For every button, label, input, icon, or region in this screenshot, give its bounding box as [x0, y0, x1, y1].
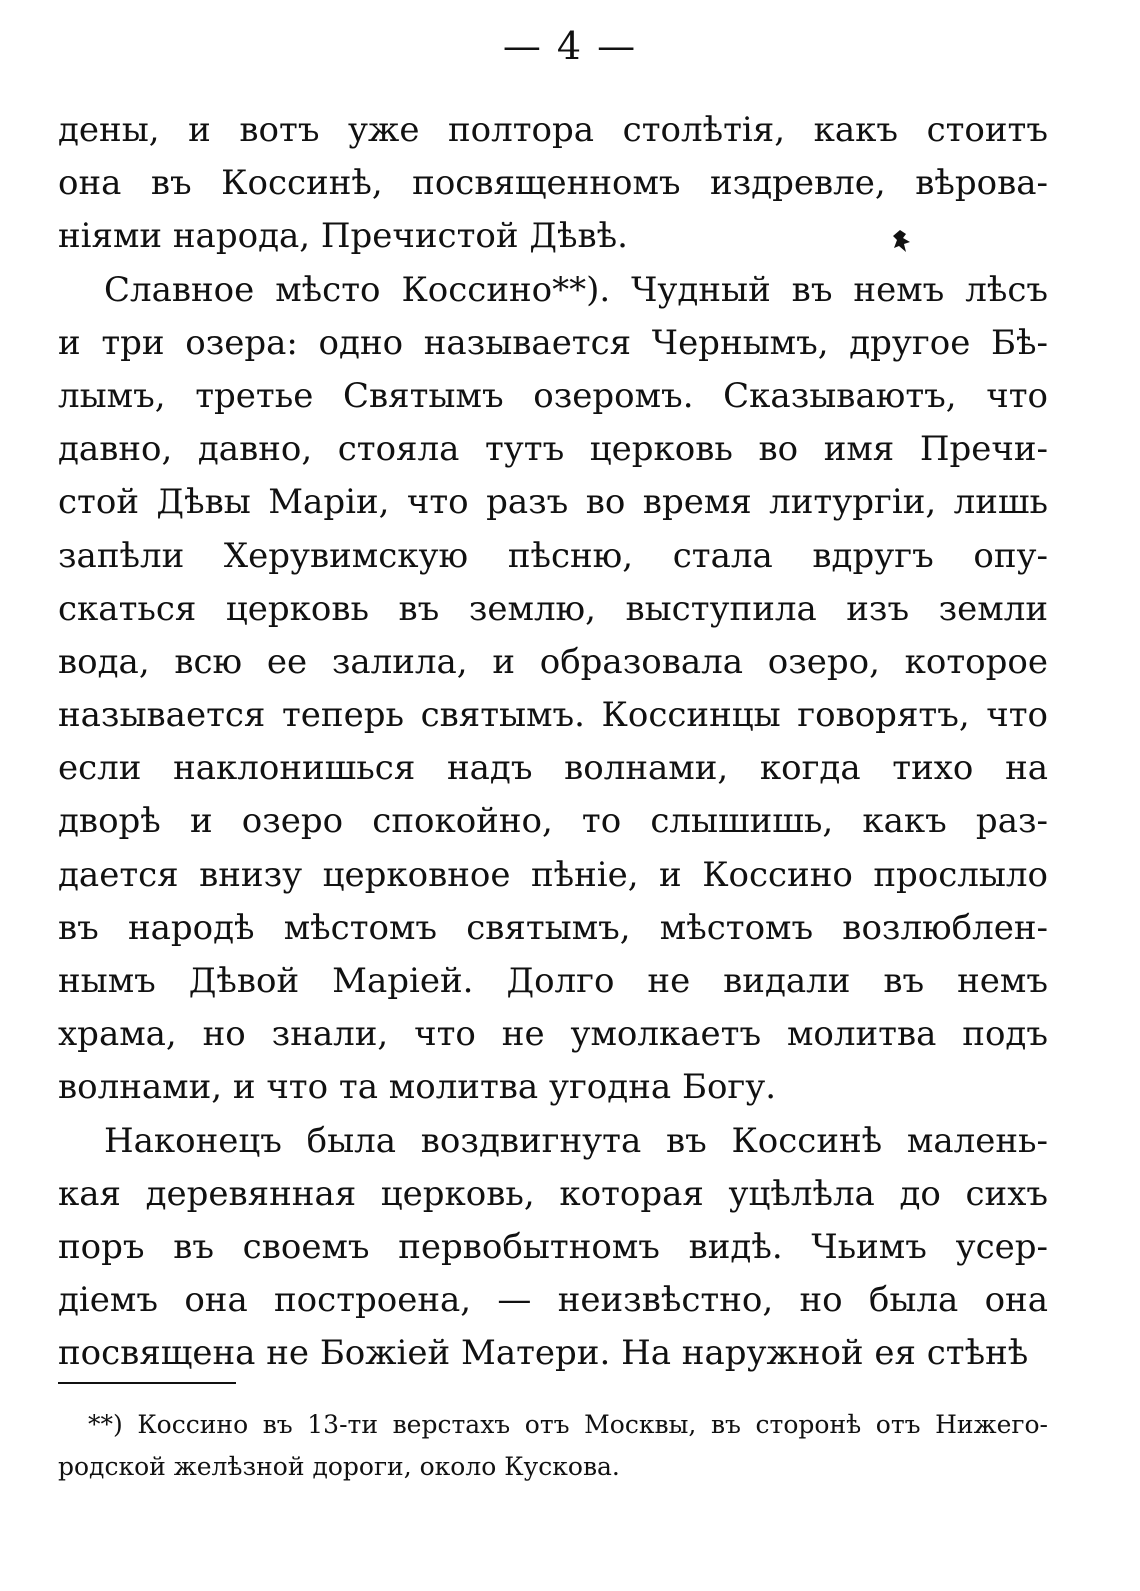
- text-line: дворѣ и озеро спокойно, то слышишь, какъ раз-: [58, 801, 1048, 842]
- footnote-rule: [58, 1382, 236, 1384]
- page-number: — 4 —: [502, 24, 638, 68]
- text-line: дены, и вотъ уже полтора столѣтія, какъ стоитъ: [58, 110, 1048, 150]
- body-text: [58, 104, 1048, 1381]
- footnote-line: родской желѣзной дороги, около Кускова.: [58, 1452, 620, 1481]
- text-line: вода, всю ее залила, и образовала озеро, которое: [58, 641, 1048, 682]
- text-line: нымъ Дѣвой Маріей. Долго не видали въ немъ: [58, 961, 1048, 1001]
- text-line: посвящена не Божіей Матери. На наружной ея стѣнѣ: [58, 1333, 1029, 1374]
- text-line: скаться церковь въ землю, выступила изъ земли: [58, 588, 1048, 629]
- footnote: [58, 1404, 1048, 1488]
- footnote-line: **) Коссино въ 13-ти верстахъ отъ Москвы, въ сторонѣ отъ Нижего-: [88, 1410, 1048, 1439]
- text-line: называется теперь святымъ. Коссинцы говорятъ, что: [58, 695, 1048, 736]
- text-line: лымъ, третье Святымъ озеромъ. Сказываютъ, что: [58, 375, 1048, 416]
- text-line: если наклонишься надъ волнами, когда тихо на: [58, 748, 1048, 789]
- text-line: храма, но знали, что не умолкаетъ молитва подъ: [58, 1014, 1048, 1055]
- text-line: и три озера: одно называется Чернымъ, другое Бѣ-: [58, 322, 1048, 363]
- text-line: давно, давно, стояла тутъ церковь во имя Пречи-: [58, 429, 1048, 470]
- paragraph: [58, 264, 1048, 1115]
- text-line: кая деревянная церковь, которая уцѣлѣла до сихъ: [58, 1173, 1048, 1214]
- text-line: волнами, и что та молитва угодна Богу.: [58, 1067, 777, 1108]
- ink-blot-mark: [890, 228, 914, 256]
- text-line: въ народѣ мѣстомъ святымъ, мѣстомъ возлюблен-: [58, 907, 1048, 948]
- text-line: діемъ она построена, — неизвѣстно, но была она: [58, 1280, 1048, 1321]
- text-line: Наконецъ была воздвигнута въ Коссинѣ малень-: [104, 1120, 1048, 1161]
- text-line: стой Дѣвы Маріи, что разъ во время литургіи, лишь: [58, 482, 1048, 523]
- text-line: запѣли Херувимскую пѣсню, стала вдругъ опу-: [58, 535, 1048, 576]
- text-line: ніями народа, Пречистой Дѣвѣ.: [58, 216, 628, 257]
- text-line: дается внизу церковное пѣніе, и Коссино прослыло: [58, 854, 1048, 895]
- text-line: Славное мѣсто Коссино**). Чудный въ немъ лѣсъ: [104, 269, 1048, 310]
- text-line: она въ Коссинѣ, посвященномъ издревле, вѣрова-: [58, 163, 1048, 204]
- paragraph: [58, 1115, 1048, 1381]
- text-line: поръ въ своемъ первобытномъ видѣ. Чьимъ усер-: [58, 1226, 1048, 1267]
